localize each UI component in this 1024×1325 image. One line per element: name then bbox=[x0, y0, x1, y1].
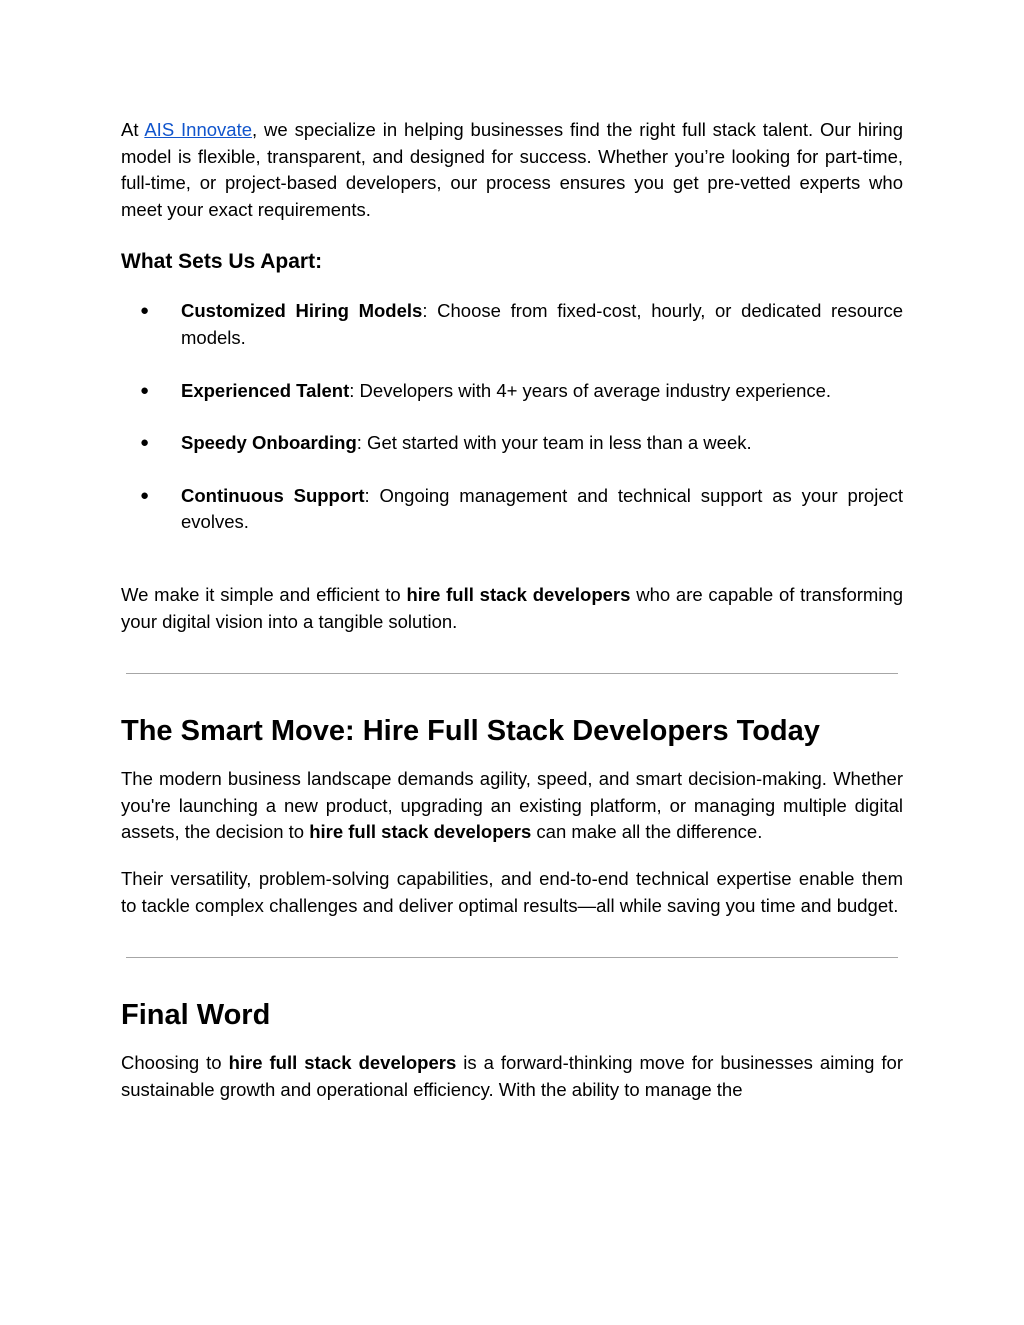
smart-move-paragraph-1 bbox=[121, 766, 903, 846]
bullet-icon: ● bbox=[140, 302, 150, 320]
section-divider bbox=[126, 957, 898, 958]
apart-heading: What Sets Us Apart: bbox=[121, 250, 323, 274]
list-item-text: : Choose from fixed-cost, hourly, or dedicated resource models. bbox=[181, 300, 903, 348]
summary-emphasis: hire full stack developers bbox=[406, 583, 631, 605]
list-item bbox=[121, 378, 903, 405]
list-item-text: : Get started with your team in less than a week. bbox=[356, 432, 752, 454]
smart-move-text-end: can make all the difference. bbox=[531, 821, 763, 843]
summary-text: We make it simple and efficient to bbox=[121, 583, 407, 605]
section-divider bbox=[126, 673, 898, 674]
smart-move-text: The modern business landscape demands agility, speed, and smart decision-making. Whether you're launching a new product, upgrading an existing platform, or managing multiple digital assets, the decision to bbox=[121, 768, 903, 843]
final-word-text-end: is a forward-thinking move for businesses aiming for sustainable growth and operational efficiency. With the ability to manage the bbox=[121, 1052, 903, 1100]
final-word-heading: Final Word bbox=[121, 999, 271, 1032]
intro-text: , we specialize in helping businesses find the right full stack talent. Our hiring model is flexible, transparent, and designed for success. Whether you’re looking for part-time, full-time, or project-based developers, our process ensures you get pre-vetted experts who meet your exact requirements. bbox=[121, 119, 903, 220]
intro-paragraph bbox=[121, 117, 903, 223]
apart-list bbox=[121, 298, 903, 536]
summary-text-end: who are capable of transforming your digital vision into a tangible solution. bbox=[121, 583, 903, 632]
bullet-icon: ● bbox=[140, 486, 150, 504]
list-item-title: Experienced Talent bbox=[181, 379, 350, 401]
list-item bbox=[121, 483, 903, 536]
ais-innovate-link[interactable]: AIS Innovate bbox=[144, 119, 253, 140]
list-item-title: Speedy Onboarding bbox=[181, 432, 357, 454]
bullet-icon: ● bbox=[140, 434, 150, 452]
document-body bbox=[121, 117, 903, 1103]
smart-move-emphasis: hire full stack developers bbox=[309, 821, 532, 843]
smart-move-paragraph-2: Their versatility, problem-solving capabilities, and end-to-end technical expertise enable them to tackle complex challenges and deliver optimal results—all while saving you time and budget. bbox=[121, 867, 903, 916]
summary-paragraph bbox=[121, 582, 903, 635]
final-word-emphasis: hire full stack developers bbox=[228, 1052, 457, 1074]
final-word-paragraph bbox=[121, 1050, 903, 1103]
intro-prefix: At bbox=[121, 119, 145, 140]
list-item-title: Continuous Support bbox=[181, 484, 365, 506]
bullet-icon: ● bbox=[140, 381, 150, 399]
list-item-text: : Developers with 4+ years of average industry experience. bbox=[349, 379, 832, 401]
smart-move-heading: The Smart Move: Hire Full Stack Developers Today bbox=[121, 715, 820, 748]
list-item-title: Customized Hiring Models bbox=[181, 300, 423, 322]
list-item bbox=[121, 430, 903, 457]
list-item-text: : Ongoing management and technical support as your project evolves. bbox=[181, 484, 904, 533]
final-word-text: Choosing to bbox=[121, 1052, 229, 1074]
list-item bbox=[121, 298, 903, 351]
